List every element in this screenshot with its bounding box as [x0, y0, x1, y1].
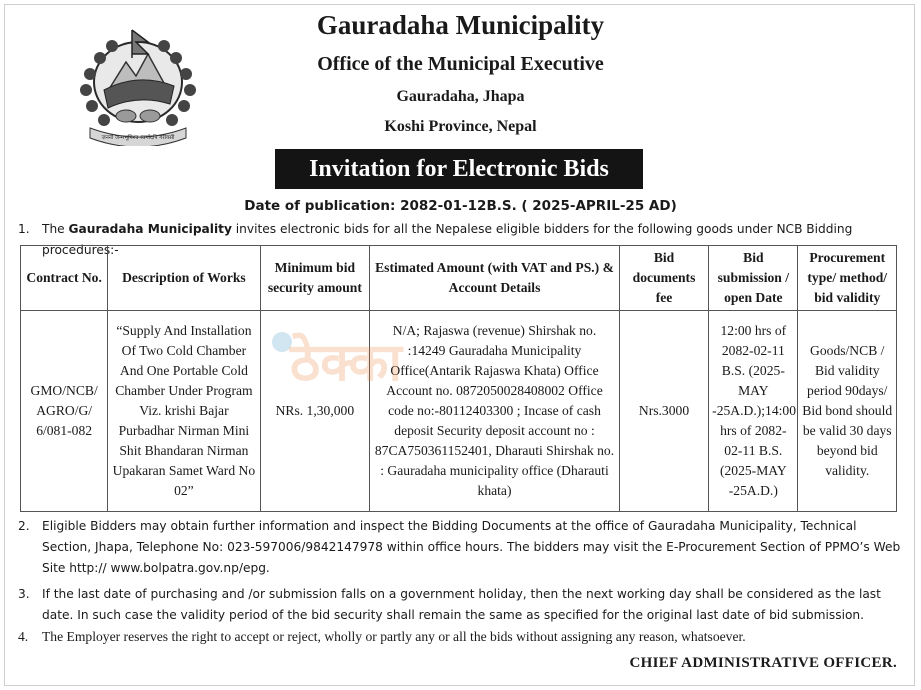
cell-contract-no: GMO/NCB/ AGRO/G/ 6/081-082 [21, 311, 108, 512]
watermark-text: ठेक्का [290, 333, 402, 392]
item-number: 2. [18, 519, 30, 533]
col-header-doc-fee: Bid documents fee [619, 246, 708, 311]
table-row [21, 311, 897, 512]
office-title: Office of the Municipal Executive [317, 53, 604, 75]
col-header-contract: Contract No. [21, 246, 108, 311]
cell-procurement: Goods/NCB / Bid validity period 90days/ Bid bond should be valid 30 days beyond bid validity. [798, 311, 897, 512]
emblem-motto: जननी जन्मभूमिश्च स्वर्गादपि गरीयसी [101, 135, 175, 141]
intro-municipality-name: Gauradaha Municipality [68, 222, 232, 236]
cell-submission-date: 12:00 hrs of 2082-02-11 B.S. (2025-MAY -25A.D.);14:00 hrs of 2082-02-11 B.S.(2025-MAY -25A.D.) [709, 311, 798, 512]
note-2 [18, 516, 908, 579]
location-line: Gauradaha, Jhapa [396, 88, 525, 105]
bid-table [20, 245, 897, 512]
col-header-bid-security: Minimum bid security amount [260, 246, 370, 311]
cell-description: “Supply And Installation Of Two Cold Chamber And One Portable Cold Chamber Under Program Viz. krishi Bajar Purbadhar Nirman Mini Shit Bhandaran Nirman Upakaran Samet Ward No 02” [108, 311, 260, 512]
col-header-description: Description of Works [108, 246, 260, 311]
item-number: 3. [18, 587, 30, 601]
intro-text-end: invites electronic bids for all the Nepalese eligible bidders for the following goods under NCB Bidding procedures:- [42, 222, 853, 257]
col-header-submission-date: Bid submission / open Date [709, 246, 798, 311]
cell-doc-fee: Nrs.3000 [619, 311, 708, 512]
item-number: 1. [18, 222, 30, 236]
cell-bid-security: NRs. 1,30,000 [260, 311, 370, 512]
note-3 [18, 584, 908, 626]
col-header-estimated-amount: Estimated Amount (with VAT and PS.) & Account Details [370, 246, 620, 311]
intro-text-start: The [42, 222, 69, 236]
note-text: The Employer reserves the right to accept or reject, wholly or partly any or all the bids without assigning any reason, whatsoever. [42, 629, 746, 644]
notice-banner: Invitation for Electronic Bids [275, 149, 643, 189]
publication-date: Date of publication: 2082-01-12B.S. ( 2025-APRIL-25 AD) [244, 198, 677, 214]
province-line: Koshi Province, Nepal [384, 118, 537, 135]
note-text: Eligible Bidders may obtain further information and inspect the Bidding Documents at the office of Gauradaha Municipality, Technical Section, Jhapa, Telephone No: 023-597006/9842147978 within office hours. The bidders may visit the E-Procurement Section of PPMO’s Web Site http:// www.bolpatra.gov.np/epg. [42, 519, 901, 575]
item-number: 4. [18, 629, 29, 644]
cell-estimated-amount: N/A; Rajaswa (revenue) Shirshak no. :14249 Gauradaha Municipality Office(Antarik Rajaswa Khata) Office Account no. 0872050028408002 Office code no:-80112403300 ; Incase of cash deposit Security deposit account no : 87CA750361152401, Dharauti Shirshak no. : Gauradaha municipality office (Dharauti khata) [370, 311, 620, 512]
signoff: CHIEF ADMINISTRATIVE OFFICER. [629, 655, 897, 671]
note-4 [18, 626, 908, 647]
note-text: If the last date of purchasing and /or submission falls on a government holiday, then the next working day shall be considered as the last date. In such case the validity period of the bid security shall remain the same as specified for the original last date of bid submission. [42, 587, 881, 622]
municipality-title: Gauradaha Municipality [316, 10, 605, 40]
table-header-row [21, 246, 897, 311]
col-header-procurement: Procurement type/ method/ bid validity [798, 246, 897, 311]
